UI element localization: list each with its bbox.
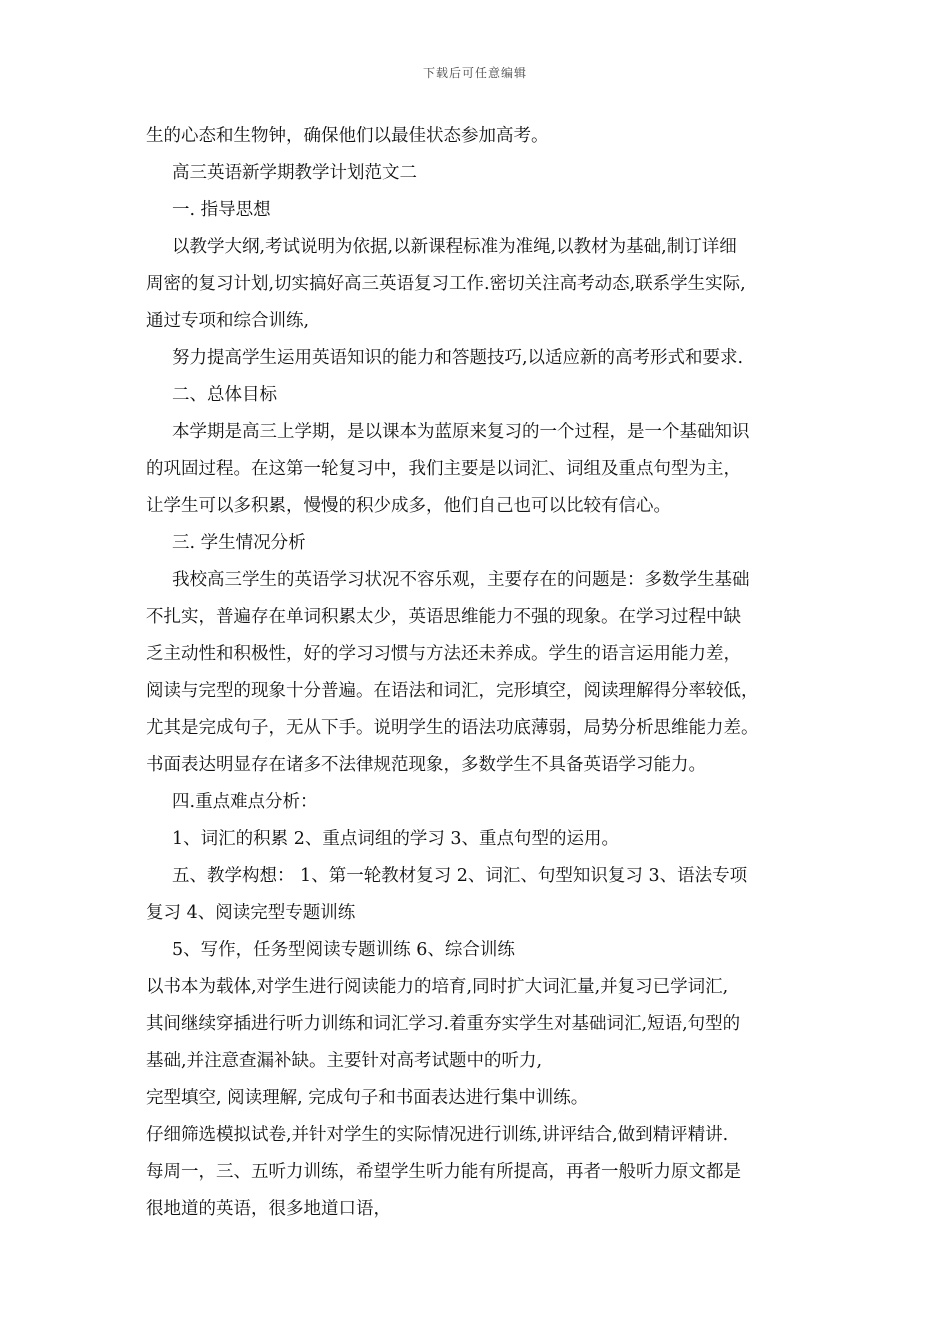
text-line: 本学期是高三上学期，是以课本为蓝原来复习的一个过程，是一个基础知识 (172, 422, 750, 442)
text-line: 5、写作，任务型阅读专题训练 6、综合训练 (172, 940, 515, 960)
text-line: 以书本为载体,对学生进行阅读能力的培育,同时扩大词汇量,并复习已学词汇, (146, 977, 729, 997)
text-line: 我校高三学生的英语学习状况不容乐观，主要存在的问题是：多数学生基础 (172, 570, 750, 590)
text-line: 通过专项和综合训练, (146, 311, 310, 331)
text-line: 努力提高学生运用英语知识的能力和答题技巧,以适应新的高考形式和要求. (172, 348, 744, 368)
section-heading: 三. 学生情况分析 (172, 533, 306, 553)
text-line: 以教学大纲,考试说明为依据,以新课程标准为准绳,以教材为基础,制订详细 (172, 237, 737, 257)
text-line: 复习 4、阅读完型专题训练 (146, 903, 356, 923)
page-header: 下载后可任意编辑 (422, 66, 527, 80)
text-line: 让学生可以多积累，慢慢的积少成多，他们自己也可以比较有信心。 (146, 496, 671, 516)
text-line: 仔细筛选模拟试卷,并针对学生的实际情况进行训练,讲评结合,做到精评精讲. (146, 1125, 729, 1145)
text-line: 基础,并注意查漏补缺。主要针对高考试题中的听力, (146, 1051, 543, 1071)
text-line: 很地道的英语，很多地道口语， (146, 1199, 391, 1219)
text-line: 阅读与完型的现象十分普遍。在语法和词汇，完形填空，阅读理解得分率较低， (146, 681, 759, 701)
text-line: 五、教学构想： 1、第一轮教材复习 2、词汇、句型知识复习 3、语法专项 (172, 866, 748, 886)
section-heading: 二、总体目标 (172, 385, 277, 405)
text-line: 书面表达明显存在诸多不法律规范现象，多数学生不具备英语学习能力。 (146, 755, 706, 775)
text-line: 乏主动性和积极性，好的学习习惯与方法还未养成。学生的语言运用能力差， (146, 644, 741, 664)
text-line: 尤其是完成句子，无从下手。说明学生的语法功底薄弱，局势分析思维能力差。 (146, 718, 759, 738)
text-line: 的巩固过程。在这第一轮复习中，我们主要是以词汇、词组及重点句型为主， (146, 459, 741, 479)
section-title: 高三英语新学期教学计划范文二 (172, 163, 417, 183)
section-heading: 四.重点难点分析： (172, 792, 318, 812)
section-heading: 一. 指导思想 (172, 200, 271, 220)
text-line: 生的心态和生物钟，确保他们以最佳状态参加高考。 (146, 126, 549, 146)
text-line: 每周一，三、五听力训练，希望学生听力能有所提高，再者一般听力原文都是 (146, 1162, 741, 1182)
text-line: 其间继续穿插进行听力训练和词汇学习.着重夯实学生对基础词汇,短语,句型的 (146, 1014, 741, 1034)
document-body (146, 118, 818, 1228)
text-line: 完型填空, 阅读理解, 完成句子和书面表达进行集中训练。 (146, 1088, 589, 1108)
text-line: 不扎实，普遍存在单词积累太少，英语思维能力不强的现象。在学习过程中缺 (146, 607, 741, 627)
text-line: 1、词汇的积累 2、重点词组的学习 3、重点句型的运用。 (172, 829, 620, 849)
text-line: 周密的复习计划,切实搞好高三英语复习工作.密切关注高考动态,联系学生实际, (146, 274, 746, 294)
